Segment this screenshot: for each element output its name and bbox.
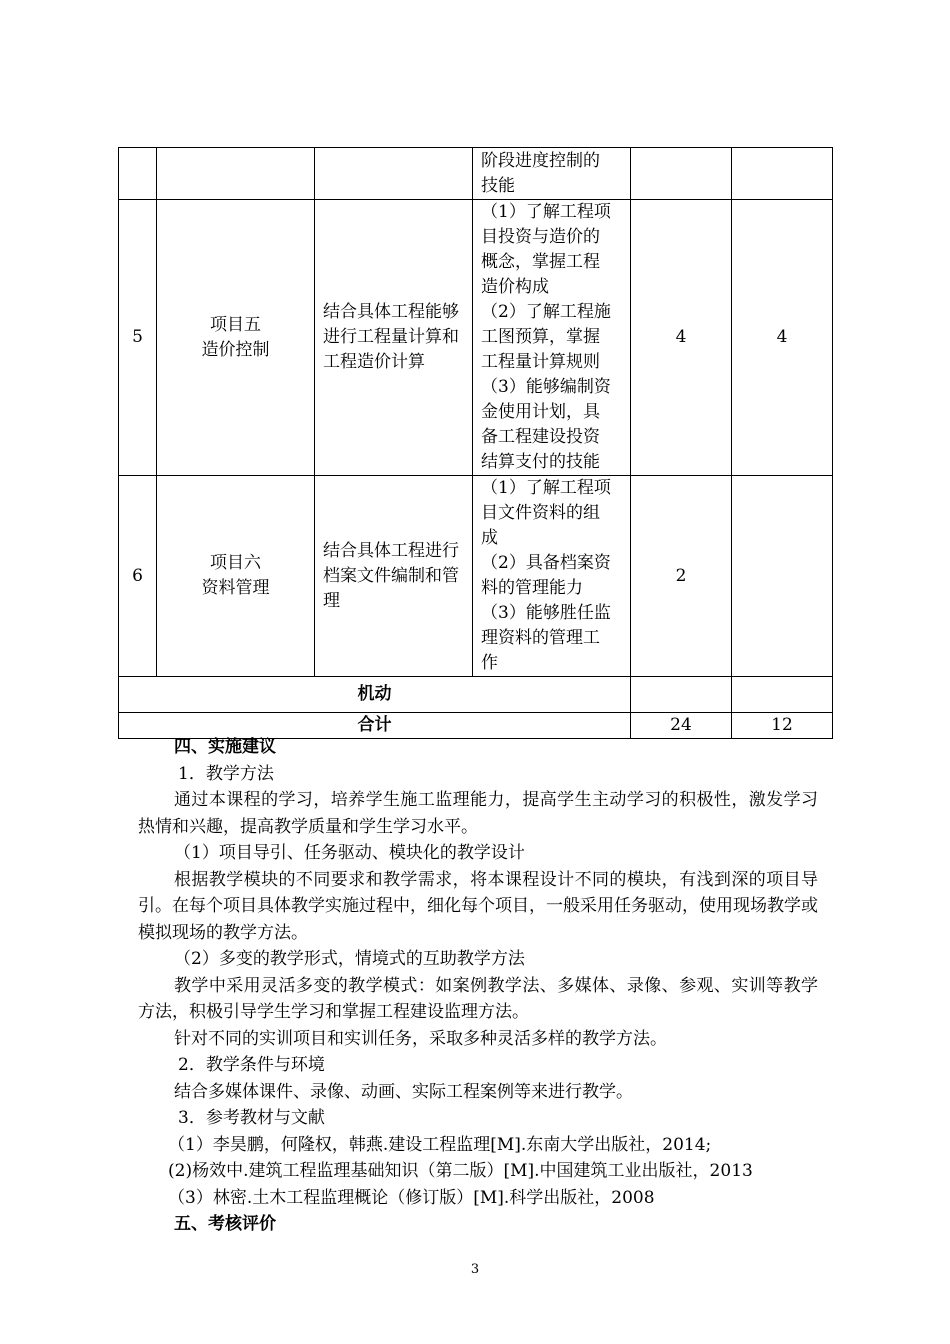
list-item: （2）多变的教学形式，情境式的互助教学方法 xyxy=(174,949,525,969)
paragraph: 针对不同的实训项目和实训任务，采取多种灵活多样的教学方法。 xyxy=(174,1028,667,1049)
section-heading: 四、实施建议 xyxy=(174,737,276,757)
project-cell xyxy=(157,200,315,476)
table-row xyxy=(119,476,833,677)
reference-item: (2)杨效中.建筑工程监理基础知识（第二版）[M].中国建筑工业出版社，2013 xyxy=(168,1161,753,1181)
hours2-cell xyxy=(732,476,833,677)
project-cell xyxy=(157,476,315,677)
paragraph: 结合多媒体课件、录像、动画、实际工程案例等来进行教学。 xyxy=(174,1081,633,1102)
paragraph: 根据教学模块的不同要求和教学需求，将本课程设计不同的模块，有浅到深的项目导引。在每个项目具体教学实施过程中，细化每个项目，一般采用任务驱动，使用现场教学或模拟现场的教学方法。 xyxy=(138,869,818,943)
hours2-cell: 4 xyxy=(732,200,833,476)
document-body xyxy=(138,734,818,1238)
num-cell: 6 xyxy=(119,476,157,677)
flex-row xyxy=(119,677,833,713)
list-item: （1）项目导引、任务驱动、模块化的教学设计 xyxy=(174,843,525,863)
subsection-heading: 2．教学条件与环境 xyxy=(178,1055,325,1075)
reference-item: （1）李昊鹏，何隆权，韩燕.建设工程监理[M].东南大学出版社，2014; xyxy=(168,1134,712,1155)
hours1-cell xyxy=(631,677,732,713)
reference-item: （3）林密.土木工程监理概论（修订版）[M].科学出版社，2008 xyxy=(168,1187,655,1208)
project-cell xyxy=(157,148,315,200)
project-title: 项目五 xyxy=(210,314,261,335)
num-cell: 5 xyxy=(119,200,157,476)
course-schedule-table xyxy=(118,147,833,739)
desc-cell: 阶段进度控制的 技能 xyxy=(473,148,631,200)
flex-label: 机动 xyxy=(119,677,631,713)
subsection-heading: 3．参考教材与文献 xyxy=(178,1108,325,1128)
section-heading: 五、考核评价 xyxy=(174,1214,276,1234)
subsection-heading: 1．教学方法 xyxy=(178,763,274,784)
table-row xyxy=(119,148,833,200)
total-hours1: 24 xyxy=(631,713,732,739)
page-number: 3 xyxy=(470,1262,480,1277)
hours2-cell xyxy=(732,677,833,713)
num-cell xyxy=(119,148,157,200)
paragraph: 通过本课程的学习，培养学生施工监理能力，提高学生主动学习的积极性，激发学习热情和兴趣，提高教学质量和学生学习水平。 xyxy=(138,790,818,837)
project-name: 资料管理 xyxy=(201,578,270,598)
hours1-cell xyxy=(631,148,732,200)
hours1-cell: 2 xyxy=(631,476,732,677)
total-hours2: 12 xyxy=(732,713,833,739)
project-title: 项目六 xyxy=(210,553,261,573)
total-label: 合计 xyxy=(119,713,631,739)
paragraph: 教学中采用灵活多变的教学模式：如案例教学法、多媒体、录像、参观、实训等教学方法，积极引导学生学习和掌握工程建设监理方法。 xyxy=(138,975,818,1022)
desc-cell: （1）了解工程项 目文件资料的组 成 （2）具备档案资 料的管理能力 （3）能够胜任监 理资料的管理工 作 xyxy=(473,476,631,677)
goal-cell: 结合具体工程能够进行工程量计算和工程造价计算 xyxy=(315,200,473,476)
goal-cell: 结合具体工程进行档案文件编制和管理 xyxy=(315,476,473,677)
project-name: 造价控制 xyxy=(201,339,270,360)
hours2-cell xyxy=(732,148,833,200)
table-row xyxy=(119,200,833,476)
desc-cell: （1）了解工程项 目投资与造价的 概念，掌握工程 造价构成 （2）了解工程施 工图预算，掌握 工程量计算规则 （3）能够编制资 金使用计划，具 备工程建设投资 结算支付的技能 xyxy=(473,200,631,476)
hours1-cell: 4 xyxy=(631,200,732,476)
goal-cell xyxy=(315,148,473,200)
